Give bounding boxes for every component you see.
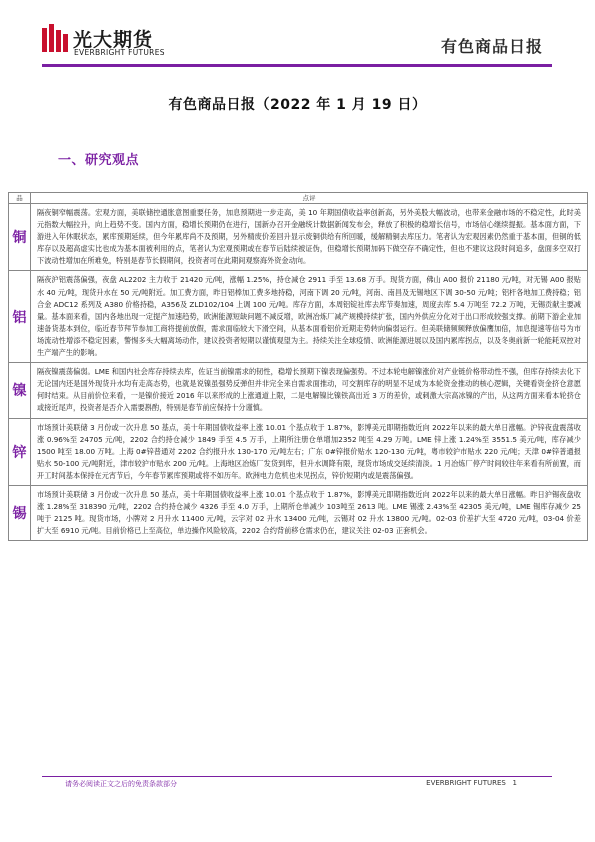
metal-label-aluminum: 铝 [9, 271, 31, 363]
comment-tin: 市场预计美联储 3 月份或一次升息 50 基点，美十年期国债收益率上涨 10.01 个基点收于 1.87%，影博美元即期指数近向 2022年以来的最大单日涨幅。昨日沪锡夜盘收涨 1.28%至 318390 元/吨，2202 合约持仓减少 4326 手至 4.0 万手，上期所仓单减少 103吨至 2613 吨。LME 锡涨 2.43%至 42305 美元/吨，LME 锡库存减少 25 吨于 2125 吨。现货市场，小牌对 2 月升水 11400 元/吨，云字对 02 升水 13400 元/吨，云锡对 02 升水 13800 元/吨。02-03 价差扩大至 4720 元/吨，03-04 价差扩大至 6910 元/吨。目前价格已上至高位，单边操作风险较高，2202 合约背前移仓需求仍在，建议关注 02-03 正套机会。 [31, 485, 588, 540]
footer-company [426, 779, 517, 787]
metal-label-nickel: 镍 [9, 363, 31, 418]
page-number: 1 [512, 779, 517, 787]
everbright-logo-icon [42, 24, 68, 54]
document-title: 有色商品日报（2022 年 1 月 19 日） [168, 97, 427, 113]
header-title: 有色商品日报 [440, 37, 543, 56]
metal-label-tin: 锡 [9, 485, 31, 540]
footer-disclaimer: 请务必阅读正文之后的免责条款部分 [65, 780, 177, 788]
logo-text-cn: 光大期货 [73, 29, 154, 51]
metal-label-copper: 铜 [9, 204, 31, 271]
table-row-tin [9, 485, 588, 540]
footer-company-name: EVERBRIGHT FUTURES [426, 779, 506, 787]
table-row-aluminum [9, 271, 588, 363]
commodity-review-table [8, 192, 588, 541]
logo-text-en: EVERBRIGHT FUTURES [74, 48, 165, 57]
table-header-comment: 点评 [31, 193, 588, 204]
comment-zinc: 市场预计美联储 3 月份或一次升息 50 基点，美十年期国债收益率上涨 10.01 个基点收于 1.87%，影博美元即期指数近向 2022年以来的最大单日涨幅。沪锌夜盘震荡收涨 0.96%至 24705 元/吨，2202 合约持仓减少 1849 手至 4.5 万手，上期所注册仓单增加2352 吨至 4.29 万吨。LME 锌上涨 1.24%至 3551.5 美元/吨，库存减少 1500 吨至 18.00 万吨。上海 0#锌普通对 2202 合约报升水 130-170 元/吨左右；广东 0#锌报价贴水 120-130 元/吨，粤市较沪市贴水 220 元/吨；天津 0#锌普通报贴水 50-100 元/吨附近，津市较沪市贴水 200 元/吨。上海地区冶炼厂发货到库，但升水调降有限，现货市场成交延续清淡。1 月冶炼厂停产时间较往年来看有所前置，而开工时间基本保持在元宵节后，今年春节累库预期或将不如历年。欧洲电力危机也未见拐点，锌价短期内或是震荡偏强。 [31, 418, 588, 485]
comment-nickel: 隔夜镍震荡偏弱。LME 和国内社会库存持续去库，佐证当前镍需求的韧性，稳增长预期下镍表现偏强势。不过本轮电解镍涨价对产业链价格带动性不强，但库存持续去化下无论国内还是国外现货升水均有走高态势，也就是说镍虽强势反弹但并非完全来自需求面推动，可交割库存的明显不足成为本轮资金推动的核心逻辑，关键看资金挤仓意愿何时结束。从目前价位来看，一是镍价接近 2016 年以来形成的上涨通道上限，二是电解镍比镍铁高出近 3 万的差价，或刺激大宗高冰镍的产出，从这两方面来看本轮挤仓或接近尾声，投资者是否介入需要斟酌，特别是春节前应保持十分谨慎。 [31, 363, 588, 418]
table-header-row [9, 193, 588, 204]
page-header [0, 0, 595, 82]
footer-divider [42, 776, 552, 777]
table-header-metal: 品 [9, 193, 31, 204]
section-heading: 一、研究观点 [58, 153, 140, 168]
table-row-nickel [9, 363, 588, 418]
header-divider [42, 64, 552, 67]
metal-label-zinc: 锌 [9, 418, 31, 485]
comment-aluminum: 隔夜沪铝震荡偏强，夜盘 AL2202 主力收于 21420 元/吨，涨幅 1.25%，持仓减仓 2911 手至 13.68 万手。现货方面，佛山 A00 报价 21180 元/吨，对无锡 A00 报贴水 40 元/吨，现货升水在 50 元/吨附近。加工费方面，昨日铝棒加工费多地持稳，河南下调 20 元/吨，河南、南昌及无锡地区下调 30-50 元/吨；铝杆各地加工费持稳；铝合金 ADC12 系列及 A380 价格持稳，A356及 ZLD102/104 上调 100 元/吨。库存方面，本周铝锭社库去库节奏加速，周度去库 5.4 万吨至 72.2 万吨，无锡贡献主要减量。基本面来看，国内各地出现一定提产加速趋势，欧洲能源短缺问题不减反增，欧洲冶炼厂减产规模持续扩张，国内外供应分化对于出口形成较强支撑。前期下游企业加速备货基本到位，临近春节拜节参加工商将提前放假，需求面临较大下滑空间，从基本面看铝价近期走势转向偏弱运行。但美联储频频释放偏鹰加倍，加息提速等信号为市场流动性增添不稳定因素，警惕多头大幅离场动作，建议投资者短期以谨慎观望为主。持续关注全球疫情、欧洲能源进展以及国内累库拐点，以及冬奥前新一轮能耗双控对生产端产生的影响。 [31, 271, 588, 363]
table-row-copper [9, 204, 588, 271]
table-row-zinc [9, 418, 588, 485]
comment-copper: 隔夜铜窄幅震荡。宏观方面，美联储控通胀意图重要任务，加息预期进一步走高，美 10 年期国债收益率创新高，另外美股大幅波动，也带来金融市场的不稳定性，此时美元指数大幅拉升，向上趋势不变。国内方面，稳增长预期仍在进行，国新办召开金融统计数据新闻发布会，释放了积极的稳增长信号，市场信心继续提振。基本面方面，下游进入年休眠状态，累库预期延续，但今年累库尚不及预期，另外精废价差回升显示废铜供给有所回暖，缓解精铜去库压力。笔者认为宏观因素仍然重于基本面，但铜的低库存以及超高虚实比也成为基本面被利用的点，笔者认为宏观预期或在春节后陆续被证伪，但稳增长预期加码下做空存不确定性，但也不建议这段时间追多，盘面多空双打下波动性增加在所难免，特别是春节长假期间，投资者可在此期间观察海外资金动向。 [31, 204, 588, 271]
